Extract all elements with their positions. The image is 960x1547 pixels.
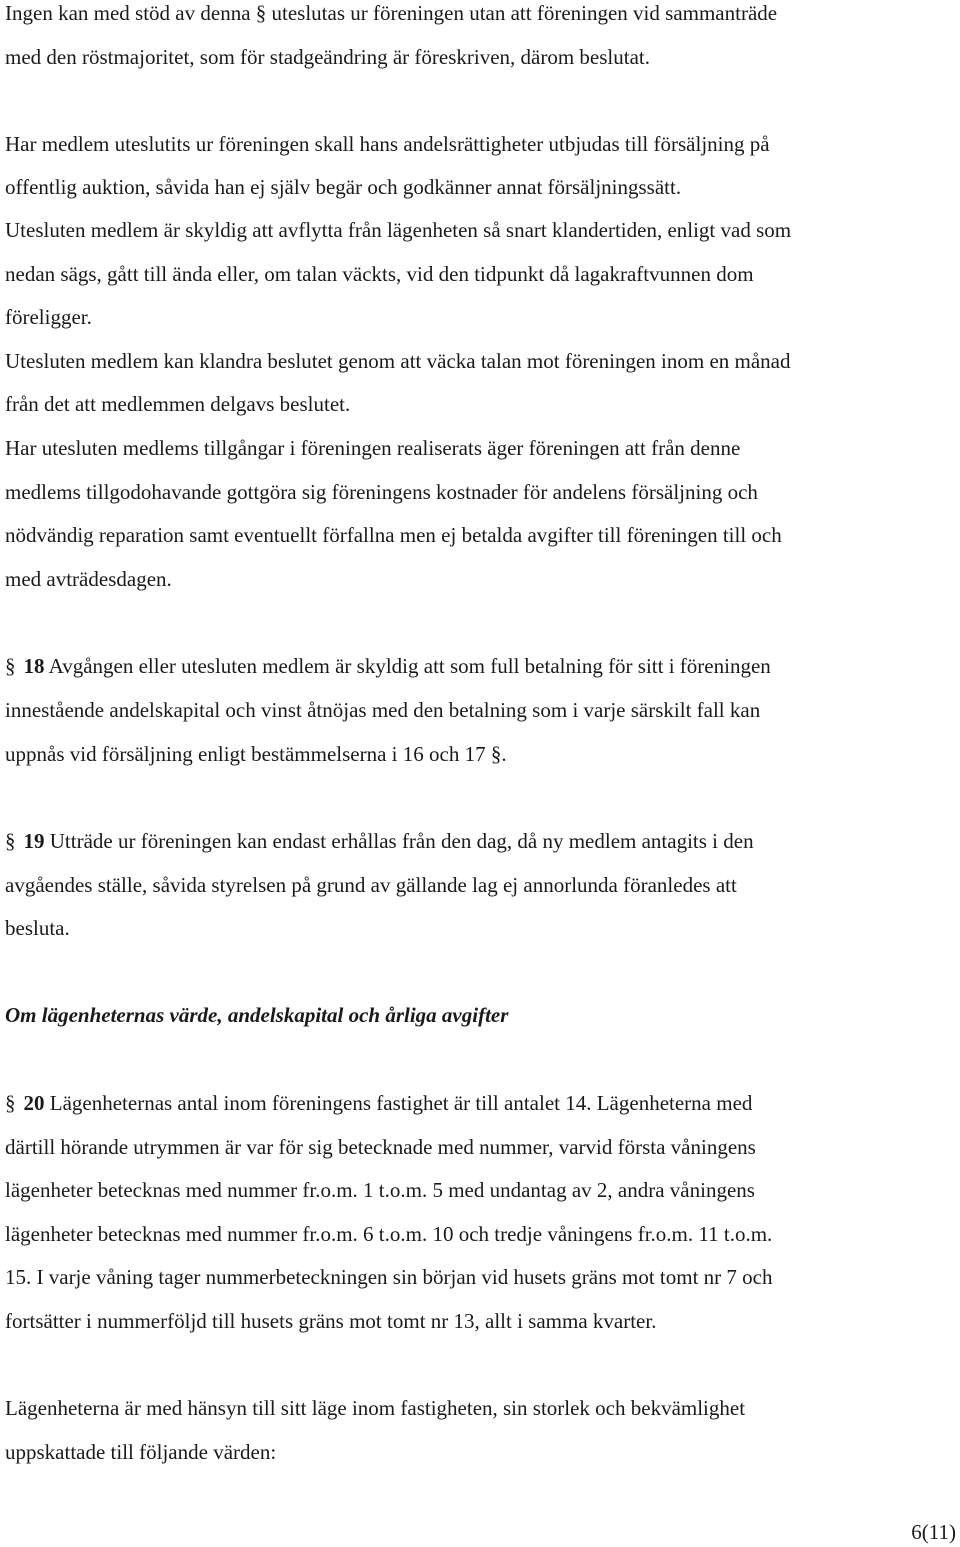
text-line: Har utesluten medlems tillgångar i föreningen realiserats äger föreningen att från denne: [5, 436, 741, 460]
section-symbol: §: [5, 1091, 16, 1115]
text-line: Har medlem uteslutits ur föreningen skall hans andelsrättigheter utbjudas till försäljning på: [5, 132, 770, 156]
text-line: offentlig auktion, såvida han ej själv begär och godkänner annat försäljningssätt.: [5, 175, 682, 199]
section-18-first-line: [5, 653, 771, 679]
text-line: Utesluten medlem är skyldig att avflytta från lägenheten så snart klandertiden, enligt vad som: [5, 218, 792, 242]
text-line: Utesluten medlem kan klandra beslutet genom att väcka talan mot föreningen inom en månad: [5, 349, 791, 373]
text-line: 15. I varje våning tager nummerbeteckningen sin början vid husets gräns mot tomt nr 7 och: [5, 1265, 773, 1289]
section-number: 19: [23, 829, 45, 853]
section-number: 20: [23, 1091, 45, 1115]
text-line: från det att medlemmen delgavs beslutet.: [5, 392, 351, 416]
section-text: Utträde ur föreningen kan endast erhållas från den dag, då ny medlem antagits i den: [44, 829, 754, 853]
section-symbol: §: [5, 829, 16, 853]
text-line: innestående andelskapital och vinst åtnöjas med den betalning som i varje särskilt fall kan: [5, 698, 761, 722]
text-line: uppskattade till följande värden:: [5, 1440, 277, 1464]
section-symbol: §: [5, 654, 16, 678]
text-line: avgåendes ställe, såvida styrelsen på grund av gällande lag ej annorlunda föranledes att: [5, 873, 737, 897]
section-number: 18: [23, 654, 45, 678]
text-line: besluta.: [5, 916, 70, 940]
section-text: Lägenheternas antal inom föreningens fastighet är till antalet 14. Lägenheterna med: [44, 1091, 753, 1115]
text-line: föreligger.: [5, 305, 92, 329]
text-line: med avträdesdagen.: [5, 567, 172, 591]
text-line: lägenheter betecknas med nummer fr.o.m. 1 t.o.m. 5 med undantag av 2, andra våningens: [5, 1178, 755, 1202]
page-number: 6(11): [911, 1520, 956, 1544]
section-19-first-line: [5, 828, 754, 854]
text-line: Ingen kan med stöd av denna § uteslutas ur föreningen utan att föreningen vid sammanträde: [5, 1, 778, 25]
text-line: nedan sägs, gått till ända eller, om talan väckts, vid den tidpunkt då lagakraftvunnen dom: [5, 262, 754, 286]
text-line: medlems tillgodohavande gottgöra sig föreningens kostnader för andelens försäljning och: [5, 480, 758, 504]
text-line: uppnås vid försäljning enligt bestämmelserna i 16 och 17 §.: [5, 742, 507, 766]
section-20-first-line: [5, 1090, 752, 1116]
section-heading: Om lägenheternas värde, andelskapital och årliga avgifter: [5, 1003, 509, 1027]
text-line: Lägenheterna är med hänsyn till sitt läge inom fastigheten, sin storlek och bekvämlighet: [5, 1396, 746, 1420]
section-text: Avgången eller utesluten medlem är skyldig att som full betalning för sitt i föreningen: [44, 654, 771, 678]
text-line: lägenheter betecknas med nummer fr.o.m. 6 t.o.m. 10 och tredje våningens fr.o.m. 11 t.o.m.: [5, 1222, 773, 1246]
text-line: fortsätter i nummerföljd till husets gräns mot tomt nr 13, allt i samma kvarter.: [5, 1309, 657, 1333]
text-line: nödvändig reparation samt eventuellt förfallna men ej betalda avgifter till föreningen till och: [5, 523, 782, 547]
text-line: med den röstmajoritet, som för stadgeändring är föreskriven, därom beslutat.: [5, 45, 650, 69]
text-line: därtill hörande utrymmen är var för sig betecknade med nummer, varvid första våningens: [5, 1135, 756, 1159]
